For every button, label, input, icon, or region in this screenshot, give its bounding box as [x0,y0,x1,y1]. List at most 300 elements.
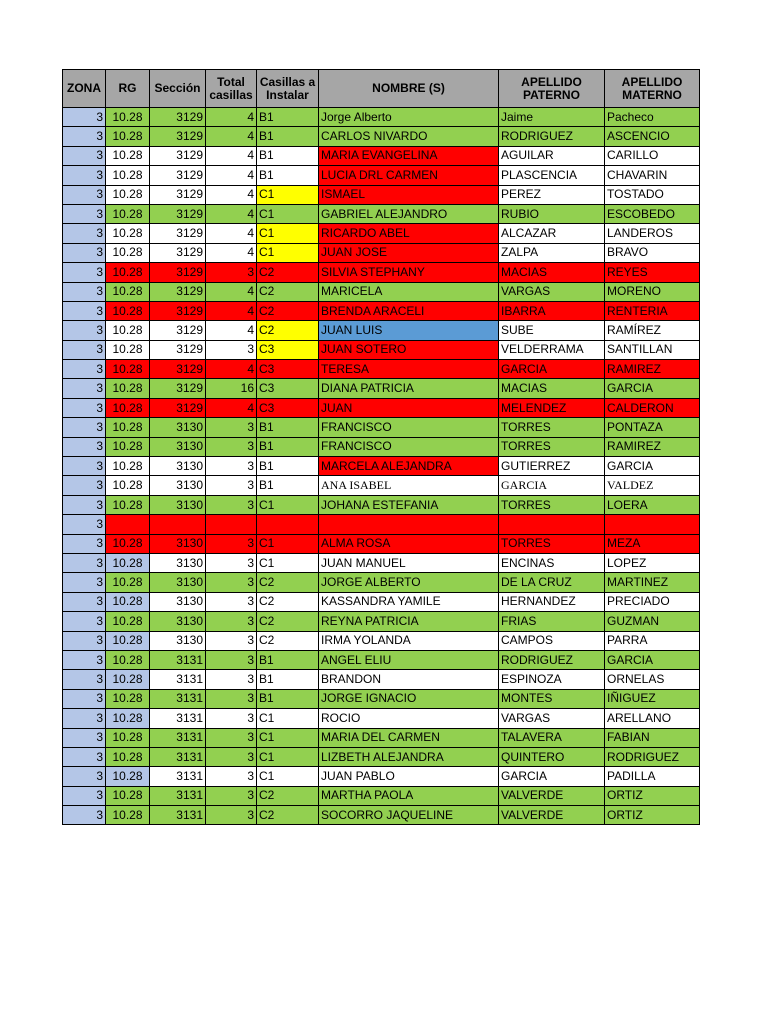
cell-zona: 3 [63,515,106,534]
cell-total-casillas: 4 [206,360,257,379]
cell-casilla: B1 [257,437,319,456]
cell-casilla: C2 [257,612,319,631]
header-apellido-paterno: APELLIDO PATERNO [499,70,605,108]
cell-total-casillas: 4 [206,224,257,243]
cell-nombre: SILVIA STEPHANY [319,263,499,282]
cell-zona: 3 [63,301,106,320]
cell-apellido-paterno: TORRES [499,495,605,514]
cell-casilla: B1 [257,418,319,437]
cell-apellido-materno: REYES [605,263,700,282]
cell-rg: 10.28 [106,263,150,282]
cell-apellido-paterno: ESPINOZA [499,670,605,689]
cell-zona: 3 [63,689,106,708]
cell-rg: 10.28 [106,243,150,262]
cell-casilla: C2 [257,573,319,592]
table-row [63,243,700,262]
cell-casilla: C2 [257,282,319,301]
cell-apellido-materno: RAMIREZ [605,437,700,456]
cell-apellido-materno: GARCIA [605,457,700,476]
table-row [63,806,700,825]
cell-apellido-paterno: SUBE [499,321,605,340]
cell-total-casillas: 3 [206,340,257,359]
cell-total-casillas [206,515,257,534]
cell-nombre: MARIA EVANGELINA [319,146,499,165]
cell-casilla: C3 [257,360,319,379]
cell-casilla: C2 [257,786,319,805]
table-row [63,282,700,301]
cell-seccion: 3129 [150,204,206,223]
cell-rg: 10.28 [106,360,150,379]
cell-total-casillas: 3 [206,418,257,437]
table-row [63,263,700,282]
table-row [63,728,700,747]
cell-apellido-paterno: GUTIERREZ [499,457,605,476]
cell-rg: 10.28 [106,786,150,805]
cell-apellido-paterno: MACIAS [499,263,605,282]
cell-rg: 10.28 [106,592,150,611]
cell-apellido-paterno: AGUILAR [499,146,605,165]
cell-total-casillas: 4 [206,185,257,204]
cell-nombre: JUAN PABLO [319,767,499,786]
cell-total-casillas: 4 [206,204,257,223]
cell-apellido-materno: LOERA [605,495,700,514]
table-row [63,301,700,320]
cell-nombre: REYNA PATRICIA [319,612,499,631]
cell-casilla: C3 [257,340,319,359]
cell-apellido-paterno: VALVERDE [499,786,605,805]
header-apellido-materno: APELLIDO MATERNO [605,70,700,108]
cell-zona: 3 [63,321,106,340]
header-rg: RG [106,70,150,108]
cell-nombre: FRANCISCO [319,418,499,437]
cell-apellido-materno: LANDEROS [605,224,700,243]
cell-nombre: IRMA YOLANDA [319,631,499,650]
cell-casilla: C1 [257,709,319,728]
cell-apellido-materno: CARILLO [605,146,700,165]
table-row [63,670,700,689]
cell-seccion: 3131 [150,670,206,689]
cell-seccion: 3131 [150,728,206,747]
cell-nombre: BRENDA ARACELI [319,301,499,320]
cell-nombre: ALMA ROSA [319,534,499,553]
cell-zona: 3 [63,650,106,669]
cell-rg: 10.28 [106,166,150,185]
cell-nombre: GABRIEL ALEJANDRO [319,204,499,223]
cell-nombre: DIANA PATRICIA [319,379,499,398]
cell-rg [106,515,150,534]
cell-seccion: 3129 [150,282,206,301]
cell-apellido-paterno: DE LA CRUZ [499,573,605,592]
cell-rg: 10.28 [106,650,150,669]
cell-rg: 10.28 [106,340,150,359]
cell-apellido-materno: ASCENCIO [605,127,700,146]
cell-seccion: 3130 [150,553,206,572]
cell-nombre: JORGE ALBERTO [319,573,499,592]
cell-nombre: JUAN JOSE [319,243,499,262]
cell-zona: 3 [63,747,106,766]
cell-total-casillas: 3 [206,747,257,766]
cell-apellido-paterno: VELDERRAMA [499,340,605,359]
cell-seccion: 3129 [150,398,206,417]
cell-apellido-paterno: FRIAS [499,612,605,631]
cell-total-casillas: 4 [206,282,257,301]
cell-zona: 3 [63,631,106,650]
cell-nombre: BRANDON [319,670,499,689]
cell-seccion: 3131 [150,709,206,728]
cell-zona: 3 [63,592,106,611]
cell-total-casillas: 3 [206,534,257,553]
cell-apellido-materno: Pacheco [605,108,700,127]
cell-nombre: KASSANDRA YAMILE [319,592,499,611]
cell-total-casillas: 4 [206,243,257,262]
cell-rg: 10.28 [106,689,150,708]
cell-seccion: 3130 [150,612,206,631]
cell-rg: 10.28 [106,282,150,301]
cell-seccion: 3130 [150,495,206,514]
cell-total-casillas: 4 [206,398,257,417]
cell-casilla: C1 [257,243,319,262]
cell-apellido-materno: CHAVARIN [605,166,700,185]
cell-rg: 10.28 [106,573,150,592]
cell-apellido-materno: PONTAZA [605,418,700,437]
cell-zona: 3 [63,379,106,398]
table-row [63,534,700,553]
cell-total-casillas: 4 [206,146,257,165]
cell-zona: 3 [63,437,106,456]
cell-apellido-paterno: TORRES [499,437,605,456]
cell-casilla: C1 [257,534,319,553]
cell-casilla: C1 [257,495,319,514]
cell-apellido-paterno: PEREZ [499,185,605,204]
cell-total-casillas: 3 [206,495,257,514]
table-row [63,398,700,417]
table-row [63,650,700,669]
cell-rg: 10.28 [106,670,150,689]
cell-apellido-paterno: ENCINAS [499,553,605,572]
cell-total-casillas: 3 [206,806,257,825]
cell-total-casillas: 3 [206,728,257,747]
table-row [63,224,700,243]
cell-casilla: C2 [257,263,319,282]
cell-rg: 10.28 [106,709,150,728]
header-zona: ZONA [63,70,106,108]
cell-casilla: C2 [257,631,319,650]
cell-apellido-paterno: HERNANDEZ [499,592,605,611]
cell-rg: 10.28 [106,301,150,320]
table-row [63,457,700,476]
table-row [63,553,700,572]
cell-apellido-paterno: Jaime [499,108,605,127]
cell-total-casillas: 3 [206,767,257,786]
cell-nombre: ISMAEL [319,185,499,204]
cell-apellido-materno: MARTINEZ [605,573,700,592]
cell-apellido-paterno: GARCIA [499,360,605,379]
cell-seccion: 3130 [150,573,206,592]
cell-apellido-materno: VALDEZ [605,476,700,495]
cell-total-casillas: 16 [206,379,257,398]
cell-zona: 3 [63,670,106,689]
cell-total-casillas: 3 [206,573,257,592]
cell-apellido-materno: RODRIGUEZ [605,747,700,766]
cell-casilla: C1 [257,224,319,243]
cell-apellido-materno: CALDERON [605,398,700,417]
table-row [63,379,700,398]
cell-rg: 10.28 [106,553,150,572]
cell-zona: 3 [63,418,106,437]
cell-seccion: 3129 [150,108,206,127]
cell-seccion: 3130 [150,457,206,476]
table-row [63,612,700,631]
cell-seccion: 3130 [150,592,206,611]
table-row [63,146,700,165]
cell-total-casillas: 3 [206,612,257,631]
table-row [63,631,700,650]
cell-apellido-materno: GARCIA [605,650,700,669]
cell-rg: 10.28 [106,398,150,417]
cell-total-casillas: 3 [206,709,257,728]
cell-zona: 3 [63,495,106,514]
cell-nombre: JORGE IGNACIO [319,689,499,708]
cell-zona: 3 [63,728,106,747]
cell-total-casillas: 3 [206,457,257,476]
cell-zona: 3 [63,282,106,301]
cell-apellido-paterno: TORRES [499,534,605,553]
cell-apellido-materno: MORENO [605,282,700,301]
cell-apellido-paterno: GARCIA [499,476,605,495]
cell-total-casillas: 3 [206,631,257,650]
cell-apellido-paterno: VARGAS [499,282,605,301]
cell-seccion: 3129 [150,185,206,204]
cell-apellido-materno: MEZA [605,534,700,553]
cell-apellido-paterno: ZALPA [499,243,605,262]
cell-apellido-materno: TOSTADO [605,185,700,204]
table-row [63,340,700,359]
cell-casilla: B1 [257,650,319,669]
cell-zona: 3 [63,767,106,786]
cell-apellido-materno: RAMÍREZ [605,321,700,340]
cell-rg: 10.28 [106,321,150,340]
cell-rg: 10.28 [106,495,150,514]
cell-rg: 10.28 [106,534,150,553]
cell-apellido-materno: RAMIREZ [605,360,700,379]
cell-apellido-paterno: QUINTERO [499,747,605,766]
cell-apellido-materno: BRAVO [605,243,700,262]
cell-rg: 10.28 [106,612,150,631]
cell-nombre: MARICELA [319,282,499,301]
cell-apellido-materno: PADILLA [605,767,700,786]
table-row [63,515,700,534]
cell-apellido-paterno: RUBIO [499,204,605,223]
cell-zona: 3 [63,146,106,165]
table-body [63,108,700,825]
cell-seccion: 3129 [150,340,206,359]
cell-nombre: MARTHA PAOLA [319,786,499,805]
header-seccion: Sección [150,70,206,108]
cell-apellido-materno: ESCOBEDO [605,204,700,223]
header-row [63,70,700,108]
table-row [63,185,700,204]
cell-nombre: JUAN MANUEL [319,553,499,572]
cell-apellido-materno: ORTIZ [605,806,700,825]
table-row [63,689,700,708]
cell-rg: 10.28 [106,108,150,127]
cell-seccion: 3131 [150,786,206,805]
cell-zona: 3 [63,340,106,359]
table-row [63,437,700,456]
cell-nombre: LIZBETH ALEJANDRA [319,747,499,766]
cell-total-casillas: 4 [206,301,257,320]
cell-apellido-paterno: ALCAZAR [499,224,605,243]
cell-nombre: JUAN SOTERO [319,340,499,359]
cell-zona: 3 [63,360,106,379]
cell-zona: 3 [63,263,106,282]
cell-casilla: C1 [257,767,319,786]
cell-rg: 10.28 [106,747,150,766]
cell-total-casillas: 3 [206,476,257,495]
cell-zona: 3 [63,398,106,417]
cell-seccion: 3131 [150,650,206,669]
cell-zona: 3 [63,573,106,592]
cell-apellido-paterno: MONTES [499,689,605,708]
cell-seccion: 3130 [150,437,206,456]
cell-nombre: ANA ISABEL [319,476,499,495]
cell-total-casillas: 3 [206,670,257,689]
cell-apellido-materno: ORNELAS [605,670,700,689]
cell-zona: 3 [63,806,106,825]
cell-rg: 10.28 [106,631,150,650]
cell-nombre: SOCORRO JAQUELINE [319,806,499,825]
cell-casilla: C1 [257,185,319,204]
cell-apellido-paterno: TORRES [499,418,605,437]
cell-seccion: 3131 [150,689,206,708]
cell-casilla: B1 [257,146,319,165]
cell-seccion: 3129 [150,321,206,340]
cell-apellido-paterno: RODRIGUEZ [499,127,605,146]
table-row [63,108,700,127]
cell-apellido-paterno: TALAVERA [499,728,605,747]
header-casillas-a-instalar: Casillas a Instalar [257,70,319,108]
cell-nombre: JUAN [319,398,499,417]
cell-apellido-materno: GUZMAN [605,612,700,631]
cell-nombre [319,515,499,534]
cell-casilla: B1 [257,476,319,495]
table-row [63,360,700,379]
table-row [63,573,700,592]
cell-casilla: B1 [257,457,319,476]
table-row [63,166,700,185]
cell-zona: 3 [63,224,106,243]
cell-rg: 10.28 [106,146,150,165]
cell-total-casillas: 3 [206,263,257,282]
cell-seccion: 3129 [150,379,206,398]
cell-nombre: ROCIO [319,709,499,728]
cell-seccion: 3129 [150,301,206,320]
cell-rg: 10.28 [106,806,150,825]
cell-rg: 10.28 [106,476,150,495]
cell-seccion: 3129 [150,243,206,262]
cell-total-casillas: 3 [206,786,257,805]
cell-apellido-paterno: IBARRA [499,301,605,320]
cell-zona: 3 [63,553,106,572]
table-row [63,476,700,495]
cell-seccion: 3130 [150,534,206,553]
cell-apellido-paterno: PLASCENCIA [499,166,605,185]
cell-nombre: RICARDO ABEL [319,224,499,243]
cell-rg: 10.28 [106,437,150,456]
cell-rg: 10.28 [106,457,150,476]
cell-apellido-materno: GARCIA [605,379,700,398]
table-row [63,747,700,766]
cell-apellido-materno: LOPEZ [605,553,700,572]
cell-apellido-materno [605,515,700,534]
table-row [63,767,700,786]
cell-apellido-materno: IÑIGUEZ [605,689,700,708]
cell-casilla: B1 [257,689,319,708]
cell-nombre: JOHANA ESTEFANIA [319,495,499,514]
cell-nombre: LUCIA DRL CARMEN [319,166,499,185]
cell-rg: 10.28 [106,127,150,146]
table-row [63,495,700,514]
cell-rg: 10.28 [106,204,150,223]
cell-zona: 3 [63,204,106,223]
cell-nombre: JUAN LUIS [319,321,499,340]
cell-seccion: 3131 [150,767,206,786]
cell-seccion: 3131 [150,747,206,766]
cell-casilla [257,515,319,534]
cell-total-casillas: 3 [206,650,257,669]
cell-seccion: 3130 [150,476,206,495]
cell-apellido-materno: RENTERIA [605,301,700,320]
cell-apellido-paterno: GARCIA [499,767,605,786]
cell-total-casillas: 4 [206,108,257,127]
cell-casilla: C3 [257,379,319,398]
cell-zona: 3 [63,185,106,204]
cell-seccion: 3129 [150,263,206,282]
cell-total-casillas: 3 [206,437,257,456]
cell-apellido-materno: SANTILLAN [605,340,700,359]
cell-apellido-paterno: VALVERDE [499,806,605,825]
cell-total-casillas: 3 [206,553,257,572]
cell-apellido-paterno: MELENDEZ [499,398,605,417]
table-row [63,786,700,805]
casillas-table [62,69,700,825]
cell-apellido-paterno [499,515,605,534]
table-row [63,127,700,146]
cell-casilla: B1 [257,108,319,127]
cell-nombre: ANGEL ELIU [319,650,499,669]
cell-total-casillas: 4 [206,321,257,340]
cell-nombre: Jorge Alberto [319,108,499,127]
cell-zona: 3 [63,243,106,262]
cell-zona: 3 [63,166,106,185]
cell-zona: 3 [63,457,106,476]
table-row [63,418,700,437]
cell-seccion: 3130 [150,418,206,437]
cell-apellido-materno: PARRA [605,631,700,650]
cell-zona: 3 [63,786,106,805]
cell-seccion: 3129 [150,360,206,379]
cell-total-casillas: 4 [206,166,257,185]
table-row [63,709,700,728]
cell-casilla: C1 [257,728,319,747]
cell-seccion: 3129 [150,146,206,165]
cell-casilla: B1 [257,127,319,146]
cell-rg: 10.28 [106,379,150,398]
cell-seccion: 3131 [150,806,206,825]
cell-seccion: 3129 [150,224,206,243]
cell-casilla: C2 [257,321,319,340]
cell-apellido-materno: ORTIZ [605,786,700,805]
